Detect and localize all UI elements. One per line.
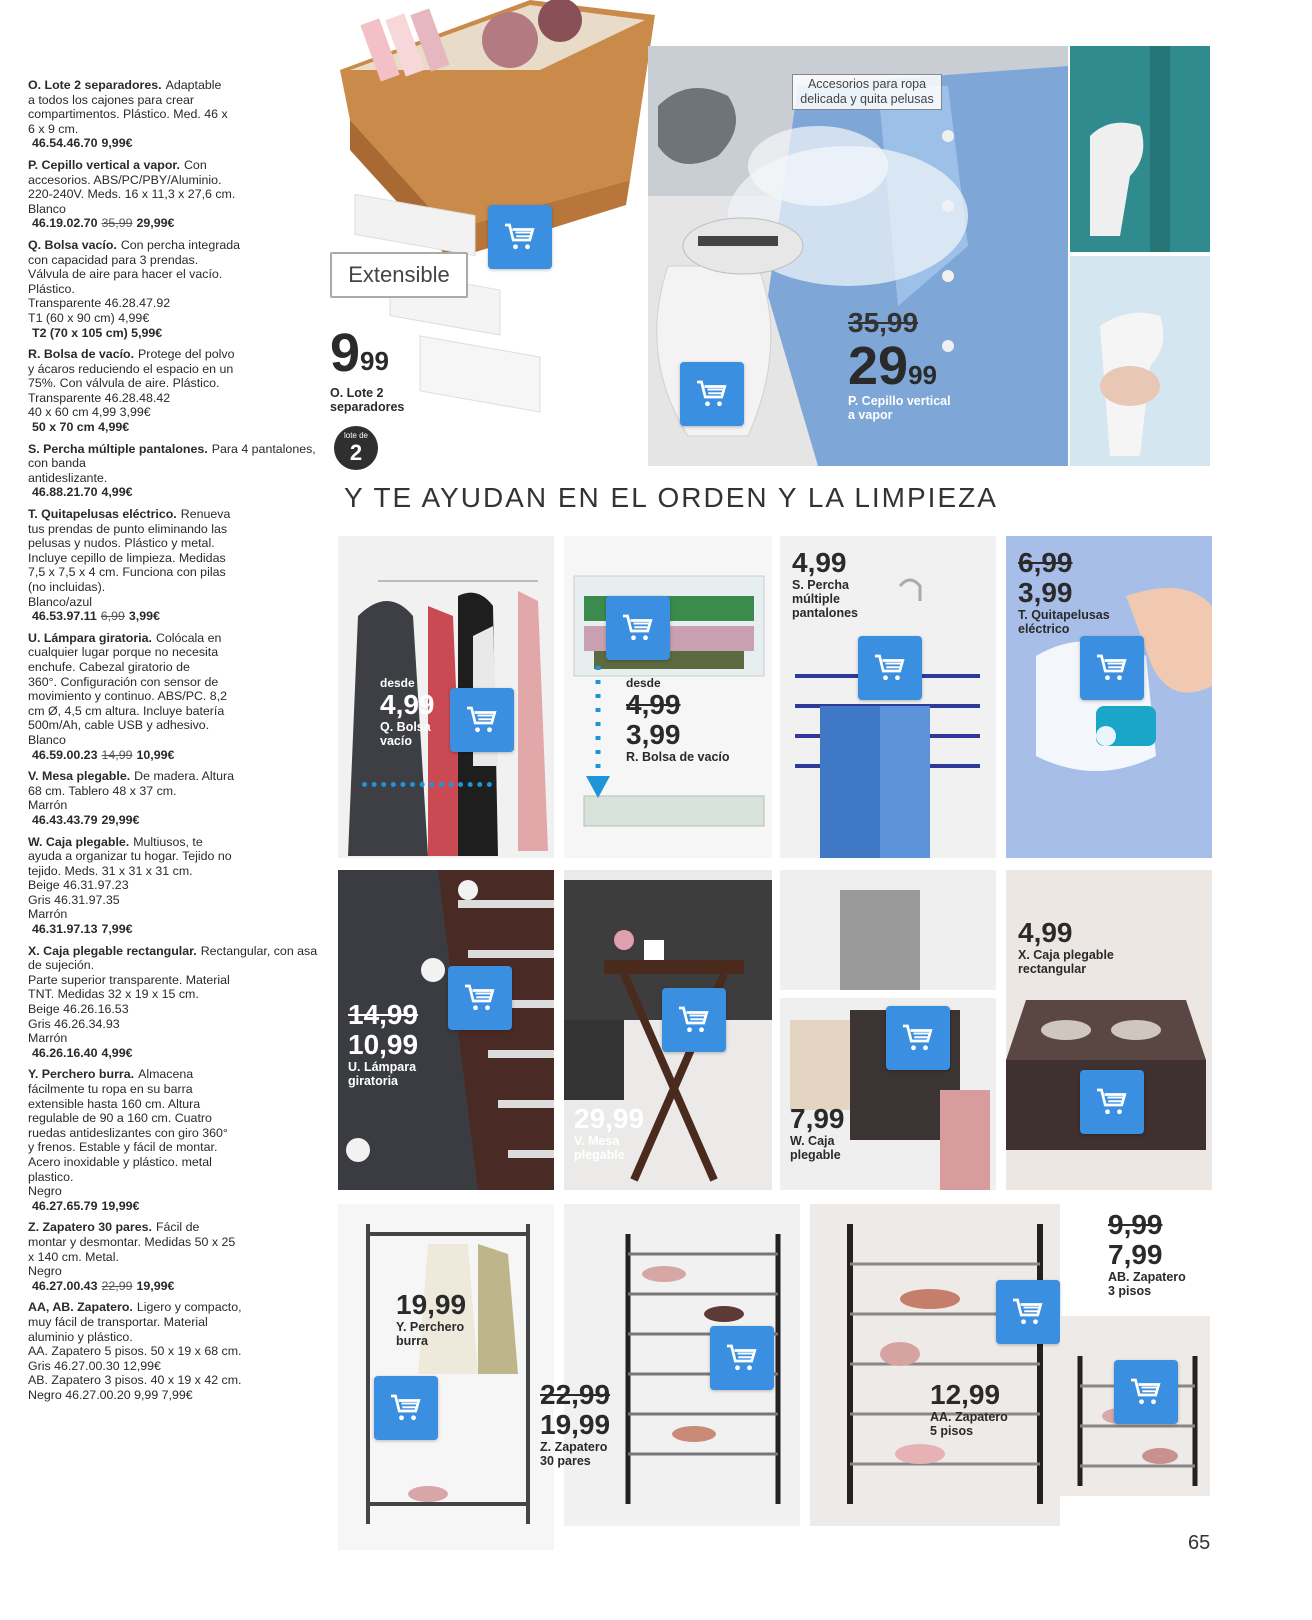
price-label: P. Cepillo vertical [848, 394, 951, 408]
price-label: S. Percha [792, 578, 849, 592]
reference-code: 46.54.46.70 [32, 136, 98, 151]
description-line: plastico. [28, 1169, 74, 1184]
price: 7,99 [790, 1103, 845, 1134]
old-price: 35,99 [101, 216, 133, 231]
steamer-detail-image-1 [1070, 46, 1210, 252]
add-to-cart-button[interactable] [662, 988, 726, 1052]
description-line: Beige 46.31.97.23 [28, 878, 129, 893]
price: 4,99 [380, 689, 435, 720]
description-price-line [28, 922, 132, 936]
description-price-line [28, 813, 139, 827]
reference-code: 46.31.97.13 [32, 922, 98, 937]
price-tag-y [396, 1290, 466, 1348]
description-title: S. Percha múltiple pantalones. [28, 441, 208, 456]
from-label: desde [626, 676, 661, 690]
price-label: R. Bolsa de vacío [626, 750, 730, 764]
description-entry [28, 835, 318, 937]
add-to-cart-button[interactable] [1080, 1070, 1144, 1134]
cart-icon [900, 1020, 936, 1056]
description-title: O. Lote 2 separadores. [28, 78, 162, 92]
price-tag-ab [1108, 1210, 1186, 1298]
description-line: pelusas y nudos. Plástico y metal. [28, 536, 215, 551]
description-line: enchufe. Cabezal giratorio de [28, 659, 190, 674]
description-line: Adaptable [165, 78, 222, 92]
price-label: 5 pisos [930, 1424, 974, 1438]
description-text [28, 347, 318, 435]
description-price-line [28, 216, 174, 230]
cart-icon [676, 1002, 712, 1038]
description-line: De madera. Altura [134, 769, 235, 784]
description-line: Gris 46.26.34.93 [28, 1016, 120, 1031]
current-price: 4,99€ [101, 1045, 133, 1060]
description-line: T1 (60 x 90 cm) 4,99€ [28, 310, 150, 325]
description-entry [28, 631, 318, 762]
lote-badge [334, 426, 378, 470]
price: 3,99 [1018, 577, 1073, 608]
cart-icon [1128, 1374, 1164, 1410]
drawer-organizer-image [330, 0, 660, 470]
tile-illustration [810, 1204, 1060, 1526]
description-line: Marrón [28, 798, 68, 813]
description-line: movimiento y continuo. ABS/PC. 8,2 [28, 689, 228, 704]
detail-illustration [1070, 256, 1210, 466]
add-to-cart-button[interactable] [1114, 1360, 1178, 1424]
description-line: extensible hasta 160 cm. Altura [28, 1096, 201, 1111]
add-to-cart-button[interactable] [606, 596, 670, 660]
add-to-cart-button[interactable] [1080, 636, 1144, 700]
description-entry [28, 78, 318, 151]
price-integer: 29 [848, 336, 909, 396]
description-line: 6 x 9 cm. [28, 121, 79, 136]
steamer-detail-image-2 [1070, 256, 1210, 466]
description-text [28, 1300, 318, 1402]
description-entry [28, 238, 318, 340]
description-title: T. Quitapelusas eléctrico. [28, 507, 177, 522]
current-price: 4,99€ [101, 485, 133, 500]
price-tag-s [792, 548, 858, 620]
price-tag-u [348, 1000, 418, 1088]
description-line: Blanco [28, 732, 66, 747]
cart-icon [1094, 1084, 1130, 1120]
old-price: 14,99 [101, 747, 133, 762]
description-title: W. Caja plegable. [28, 834, 130, 849]
description-line: accesorios. ABS/PC/PBY/Aluminio. [28, 172, 222, 187]
description-line: Renueva [180, 507, 231, 522]
price-label: O. Lote 2 [330, 386, 384, 400]
reference-code: 46.19.02.70 [32, 216, 98, 231]
description-line: Fácil de [155, 1220, 200, 1235]
price-label: Q. Bolsa [380, 720, 431, 734]
price-label: 3 pisos [1108, 1284, 1152, 1298]
price-decimal: 99 [360, 346, 389, 376]
accessories-note: Accesorios para ropa delicada y quita pelusas [792, 74, 942, 110]
price-label: AA. Zapatero [930, 1410, 1008, 1424]
description-line: Marrón [28, 1031, 68, 1046]
old-price: 14,99 [348, 999, 419, 1030]
description-line: Negro [28, 1264, 62, 1279]
description-text [28, 835, 318, 937]
description-line: (no incluidas). [28, 580, 106, 594]
price: 3,99 [626, 719, 681, 750]
description-line: Rectangular, con asa de sujeción. [28, 943, 318, 973]
description-line: fácilmente tu ropa en su barra [28, 1082, 193, 1096]
price-label: Z. Zapatero [540, 1440, 608, 1454]
reference-code: 46.53.97.11 [32, 609, 97, 624]
description-line: x 140 cm. Metal. [28, 1249, 119, 1264]
description-entry [28, 347, 318, 435]
description-title: AA, AB. Zapatero. [28, 1300, 133, 1315]
description-text [28, 1220, 318, 1293]
tile-y-perchero-burra [338, 1204, 554, 1550]
current-price: 29,99€ [136, 216, 175, 231]
tile-u-lampara-giratoria [338, 870, 554, 1190]
description-line: ruedas antideslizantes con giro 360° [28, 1125, 228, 1140]
description-price-line [28, 1046, 132, 1060]
price: 12,99 [930, 1379, 1001, 1410]
price-label: a vapor [848, 408, 893, 422]
description-title: V. Mesa plegable. [28, 769, 131, 784]
current-price: 29,99€ [101, 812, 140, 827]
cart-icon [1010, 1294, 1046, 1330]
price-label: W. Caja [790, 1134, 835, 1148]
cart-icon [1094, 650, 1130, 686]
reference-code: 46.26.16.40 [32, 1045, 98, 1060]
description-text [28, 507, 318, 624]
price: 29,99 [574, 1103, 645, 1134]
current-price: 7,99€ [101, 922, 133, 937]
current-price: 50 x 70 cm 4,99€ [32, 420, 130, 435]
lote-badge-number: 2 [349, 440, 363, 465]
price-tag-aa [930, 1380, 1008, 1438]
price-label: T. Quitapelusas [1018, 608, 1110, 622]
price-tag-r [626, 676, 730, 764]
price-label: pantalones [792, 606, 858, 620]
description-line: Negro [28, 1184, 62, 1199]
description-line: Para 4 pantalones, con banda [28, 441, 316, 471]
tile-q-bolsa-vacio [338, 536, 554, 858]
cart-icon [694, 376, 730, 412]
description-text [28, 78, 318, 151]
description-entry [28, 1067, 318, 1213]
description-text [28, 1067, 318, 1213]
price-tag-v [574, 1104, 644, 1162]
description-line: ayuda a organizar tu hogar. Tejido no [28, 849, 232, 864]
price-label: múltiple [792, 592, 840, 606]
description-line: y frenos. Estable y fácil de montar. [28, 1140, 218, 1155]
tile-x-caja-plegable-rectangular [1006, 870, 1212, 1190]
add-to-cart-button[interactable] [488, 205, 552, 269]
old-price: 22,99 [540, 1379, 611, 1410]
price: 10,99 [348, 1029, 419, 1060]
reference-code: 46.88.21.70 [32, 485, 98, 500]
price-tag-x [1018, 918, 1114, 976]
description-line: Con [183, 157, 207, 172]
price: 4,99 [792, 547, 847, 578]
old-price: 4,99 [626, 689, 681, 720]
description-line: Gris 46.27.00.30 12,99€ [28, 1358, 161, 1373]
description-title: Y. Perchero burra. [28, 1067, 135, 1082]
description-line: antideslizante. [28, 470, 108, 485]
price-label: AB. Zapatero [1108, 1270, 1186, 1284]
description-title: R. Bolsa de vacío. [28, 347, 135, 362]
tile-aa-zapatero-5-pisos [810, 1204, 1060, 1526]
description-line: y ácaros reduciendo el espacio en un [28, 361, 234, 376]
product-descriptions [28, 78, 318, 1409]
price-decimal: 99 [908, 360, 937, 390]
description-title: U. Lámpara giratoria. [28, 630, 152, 645]
description-line: Parte superior transparente. Material [28, 972, 230, 987]
old-price: 22,99 [101, 1278, 133, 1293]
description-entry [28, 158, 318, 231]
lote-badge-text: lote de [343, 431, 369, 440]
steamer-image [648, 46, 1068, 466]
detail-illustration [1070, 46, 1210, 252]
add-to-cart-button[interactable] [858, 636, 922, 700]
description-price-line [28, 609, 160, 623]
price-label: plegable [574, 1148, 625, 1162]
old-price: 9,99 [1108, 1209, 1163, 1240]
description-price-line [28, 420, 129, 434]
cart-icon [502, 219, 538, 255]
description-line: Marrón [28, 907, 68, 922]
description-line: AA. Zapatero 5 pisos. 50 x 19 x 68 cm. [28, 1344, 242, 1359]
price-integer: 9 [330, 323, 361, 383]
description-line: regulable de 90 a 160 cm. Cuatro [28, 1111, 212, 1126]
price-label: separadores [330, 400, 405, 414]
cart-icon [872, 650, 908, 686]
description-line: Beige 46.26.16.53 [28, 1002, 129, 1017]
description-entry [28, 1300, 318, 1402]
price: 7,99 [1108, 1239, 1163, 1270]
price-label: rectangular [1018, 962, 1087, 976]
description-text [28, 158, 318, 231]
current-price: 9,99€ [101, 136, 133, 151]
price-label: vacío [380, 734, 412, 748]
description-line: Colócala en [155, 630, 222, 645]
description-line: TNT. Medidas 32 x 19 x 15 cm. [28, 987, 199, 1002]
price: 19,99 [540, 1409, 611, 1440]
description-price-line [28, 1279, 174, 1293]
description-line: Incluye cepillo de limpieza. Medidas [28, 550, 226, 565]
price-label: giratoria [348, 1074, 399, 1088]
description-text [28, 769, 318, 827]
current-price: 19,99€ [101, 1198, 140, 1213]
description-line: 7,5 x 7,5 x 4 cm. Funciona con pilas [28, 565, 226, 580]
description-line: 68 cm. Tablero 48 x 37 cm. [28, 783, 177, 798]
description-line: Con percha integrada [120, 237, 241, 252]
price-label: plegable [790, 1148, 841, 1162]
description-line: 500m/Ah, cable USB y adhesivo. [28, 718, 210, 733]
description-line: 75%. Con válvula de aire. Plástico. [28, 376, 220, 391]
old-price: 35,99 [848, 307, 919, 338]
reference-code: 46.27.65.79 [32, 1198, 98, 1213]
reference-code: 46.43.43.79 [32, 812, 98, 827]
description-line: aluminio y plástico. [28, 1329, 133, 1344]
description-text [28, 442, 318, 500]
price-tag-o [330, 323, 405, 414]
description-entry [28, 507, 318, 624]
add-to-cart-button[interactable] [886, 1006, 950, 1070]
description-text [28, 944, 318, 1061]
price-label: 30 pares [540, 1454, 591, 1468]
old-price: 6,99 [1018, 547, 1073, 578]
description-line: Válvula de aire para hacer el vacío. [28, 267, 223, 282]
price-label: X. Caja plegable [1018, 948, 1114, 962]
description-line: Multiusos, te [133, 834, 203, 849]
price-label: Y. Perchero [396, 1320, 465, 1334]
tile-illustration [338, 1204, 554, 1550]
description-line: Ligero y compacto, [136, 1300, 242, 1315]
cart-icon [620, 610, 656, 646]
price: 4,99 [1018, 917, 1073, 948]
price-tag-p [848, 308, 951, 422]
description-price-line [28, 485, 132, 499]
add-to-cart-button[interactable] [680, 362, 744, 426]
section-heading: Y TE AYUDAN EN EL ORDEN Y LA LIMPIEZA [344, 482, 998, 513]
description-line: AB. Zapatero 3 pisos. 40 x 19 x 42 cm. [28, 1373, 242, 1388]
description-line: Almacena [138, 1067, 194, 1082]
description-entry [28, 769, 318, 827]
add-to-cart-button[interactable] [710, 1326, 774, 1390]
current-price: 10,99€ [136, 747, 175, 762]
description-line: a todos los cajones para crear [28, 92, 194, 107]
description-line: Blanco/azul [28, 594, 93, 609]
description-title: X. Caja plegable rectangular. [28, 943, 197, 958]
description-title: Q. Bolsa vacío. [28, 237, 117, 252]
description-entry [28, 1220, 318, 1293]
description-line: con capacidad para 3 prendas. [28, 252, 199, 267]
tile-illustration [338, 536, 554, 858]
description-line: 40 x 60 cm 4,99 3,99€ [28, 405, 151, 420]
description-line: Negro 46.27.00.20 9,99 7,99€ [28, 1387, 193, 1402]
price-label: eléctrico [1018, 622, 1070, 636]
tile-w-caja-plegable [780, 870, 996, 1190]
current-price: 3,99€ [128, 609, 160, 624]
description-entry [28, 944, 318, 1061]
description-price-line [28, 748, 174, 762]
description-line: muy fácil de transportar. Material [28, 1314, 208, 1329]
description-price-line [28, 136, 132, 150]
current-price: 19,99€ [136, 1278, 175, 1293]
tile-v-mesa-plegable [564, 870, 772, 1190]
description-line: 220-240V. Meds. 16 x 11,3 x 27,6 cm. [28, 187, 236, 202]
description-line: tus prendas de punto eliminando las [28, 521, 228, 536]
add-to-cart-button[interactable] [448, 966, 512, 1030]
description-line: Acero inoxidable y plástico. metal [28, 1154, 212, 1169]
description-price-line [28, 1199, 139, 1213]
description-line: 360°. Configuración con sensor de [28, 674, 219, 689]
current-price: T2 (70 x 105 cm) 5,99€ [32, 325, 163, 340]
description-line: Transparente 46.28.47.92 [28, 296, 171, 311]
tile-r-bolsa-de-vacio [564, 536, 772, 858]
description-line: montar y desmontar. Medidas 50 x 25 [28, 1234, 236, 1249]
description-line: Transparente 46.28.48.42 [28, 390, 171, 405]
description-line: tejido. Meds. 31 x 31 x 31 cm. [28, 863, 193, 878]
tile-t-quitapelusas [1006, 536, 1212, 858]
description-line: Protege del polvo [138, 347, 235, 362]
price-tag-z [540, 1380, 610, 1468]
price-label: U. Lámpara [348, 1060, 417, 1074]
description-line: cualquier lugar porque no necesita [28, 645, 219, 660]
description-text [28, 238, 318, 340]
extensible-badge: Extensible [330, 252, 468, 298]
reference-code: 46.59.00.23 [32, 747, 98, 762]
description-title: Z. Zapatero 30 pares. [28, 1220, 152, 1235]
description-text [28, 631, 318, 762]
description-line: Plástico. [28, 281, 75, 296]
price-tag-t [1018, 548, 1110, 636]
price-tag-q [380, 676, 435, 748]
reference-code: 46.27.00.43 [32, 1278, 98, 1293]
page-number: 65 [1188, 1532, 1211, 1554]
description-line: Blanco [28, 201, 66, 216]
tile-z-zapatero-30-pares [540, 1204, 800, 1526]
price: 19,99 [396, 1289, 467, 1320]
old-price: 6,99 [100, 609, 125, 624]
description-price-line [28, 326, 162, 340]
add-to-cart-button[interactable] [374, 1376, 438, 1440]
compress-arrow-icon [362, 782, 492, 787]
price-label: V. Mesa [574, 1134, 620, 1148]
description-line: compartimentos. Plástico. Med. 46 x [28, 107, 228, 122]
from-label: desde [380, 676, 415, 690]
description-line: Gris 46.31.97.35 [28, 892, 120, 907]
tile-s-percha-multiple [780, 536, 996, 858]
price-tag-w [790, 1104, 845, 1162]
cart-icon [388, 1390, 424, 1426]
cart-icon [464, 702, 500, 738]
cart-icon [724, 1340, 760, 1376]
description-line: cm Ø, 4,5 cm altura. Incluye batería [28, 703, 225, 718]
add-to-cart-button[interactable] [996, 1280, 1060, 1344]
description-entry [28, 442, 318, 500]
add-to-cart-button[interactable] [450, 688, 514, 752]
cart-icon [462, 980, 498, 1016]
price-label: burra [396, 1334, 428, 1348]
description-title: P. Cepillo vertical a vapor. [28, 157, 180, 172]
